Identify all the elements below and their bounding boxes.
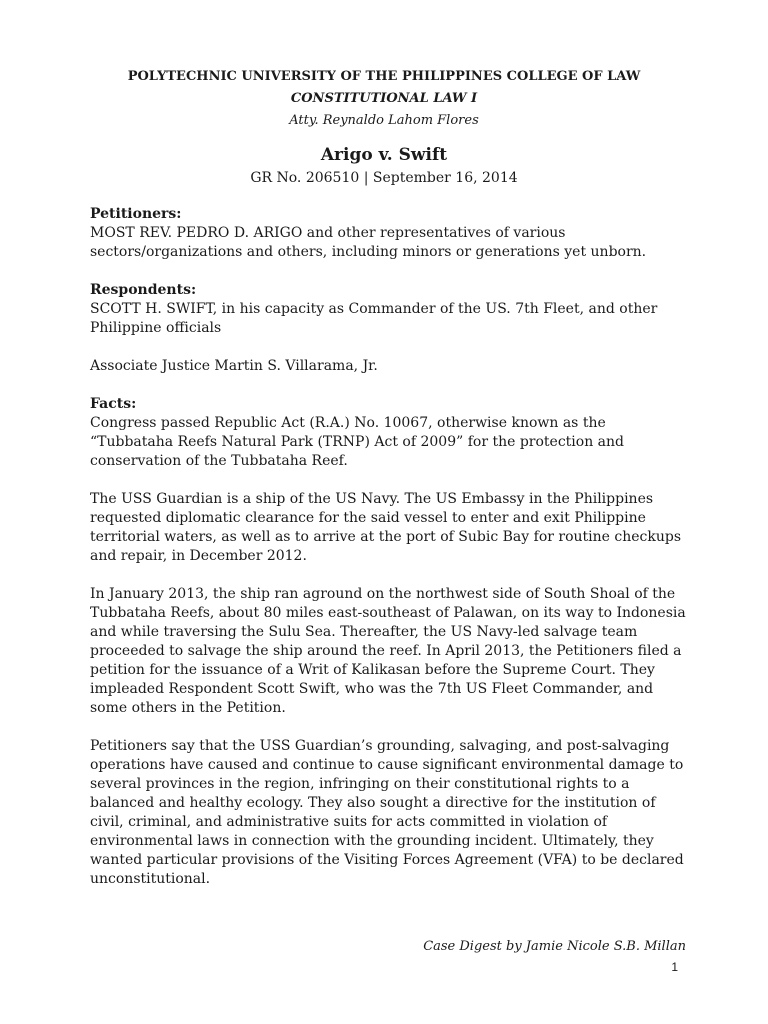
case-title: Arigo v. Swift	[320, 145, 448, 165]
course-title: CONSTITUTIONAL LAW I	[290, 91, 478, 106]
petitioners-label: Petitioners:	[90, 206, 182, 222]
document-header	[0, 66, 768, 132]
facts-paragraph-4: Petitioners say that the USS Guardian’s grounding, salvaging, and post-salvaging operations have caused and continue to cause significant environmental damage to several provinces in the region, infringing on their constitutional rights to a balanced and healthy ecology. They also sought a directive for the institution of civil, criminal, and administrative suits for acts committed in violation of environmental laws in connection with the grounding incident. Ultimately, they wanted particular provisions of the Visiting Forces Agreement (VFA) to be declared unconstitutional.	[90, 738, 684, 887]
facts-label: Facts:	[90, 396, 137, 412]
respondents-text: SCOTT H. SWIFT, in his capacity as Commander of the US. 7th Fleet, and other Philippine officials	[90, 301, 658, 336]
university-name: POLYTECHNIC UNIVERSITY OF THE PHILIPPINES COLLEGE OF LAW	[127, 69, 641, 84]
facts-section	[90, 395, 690, 471]
ponente: Associate Justice Martin S. Villarama, Jr.	[90, 358, 378, 374]
facts-paragraph-1: Congress passed Republic Act (R.A.) No. 10067, otherwise known as the “Tubbataha Reefs Natural Park (TRNP) Act of 2009” for the protection and conservation of the Tubbataha Reef.	[90, 415, 625, 469]
digest-credit: Case Digest by Jamie Nicole S.B. Millan	[423, 939, 686, 954]
petitioners-section	[90, 205, 690, 262]
respondents-label: Respondents:	[90, 282, 197, 298]
petitioners-text: MOST REV. PEDRO D. ARIGO and other representatives of various sectors/organizations and others, including minors or generations yet unborn.	[90, 225, 647, 260]
facts-paragraph-3: In January 2013, the ship ran aground on the northwest side of South Shoal of the Tubbataha Reefs, about 80 miles east-southeast of Palawan, on its way to Indonesia and while traversing the Sulu Sea. Thereafter, the US Navy-led salvage team proceeded to salvage the ship around the reef. In April 2013, the Petitioners filed a petition for the issuance of a Writ of Kalikasan before the Supreme Court. They impleaded Respondent Scott Swift, who was the 7th US Fleet Commander, and some others in the Petition.	[90, 586, 686, 716]
facts-paragraph-2: The USS Guardian is a ship of the US Navy. The US Embassy in the Philippines requested diplomatic clearance for the said vessel to enter and exit Philippine territorial waters, as well as to arrive at the port of Subic Bay for routine checkups and repair, in December 2012.	[90, 491, 682, 564]
document-body	[90, 205, 690, 908]
professor-name: Atty. Reynaldo Lahom Flores	[289, 113, 479, 128]
respondents-section	[90, 281, 690, 338]
case-citation: GR No. 206510 | September 16, 2014	[250, 170, 518, 186]
page-number: 1	[671, 960, 678, 974]
